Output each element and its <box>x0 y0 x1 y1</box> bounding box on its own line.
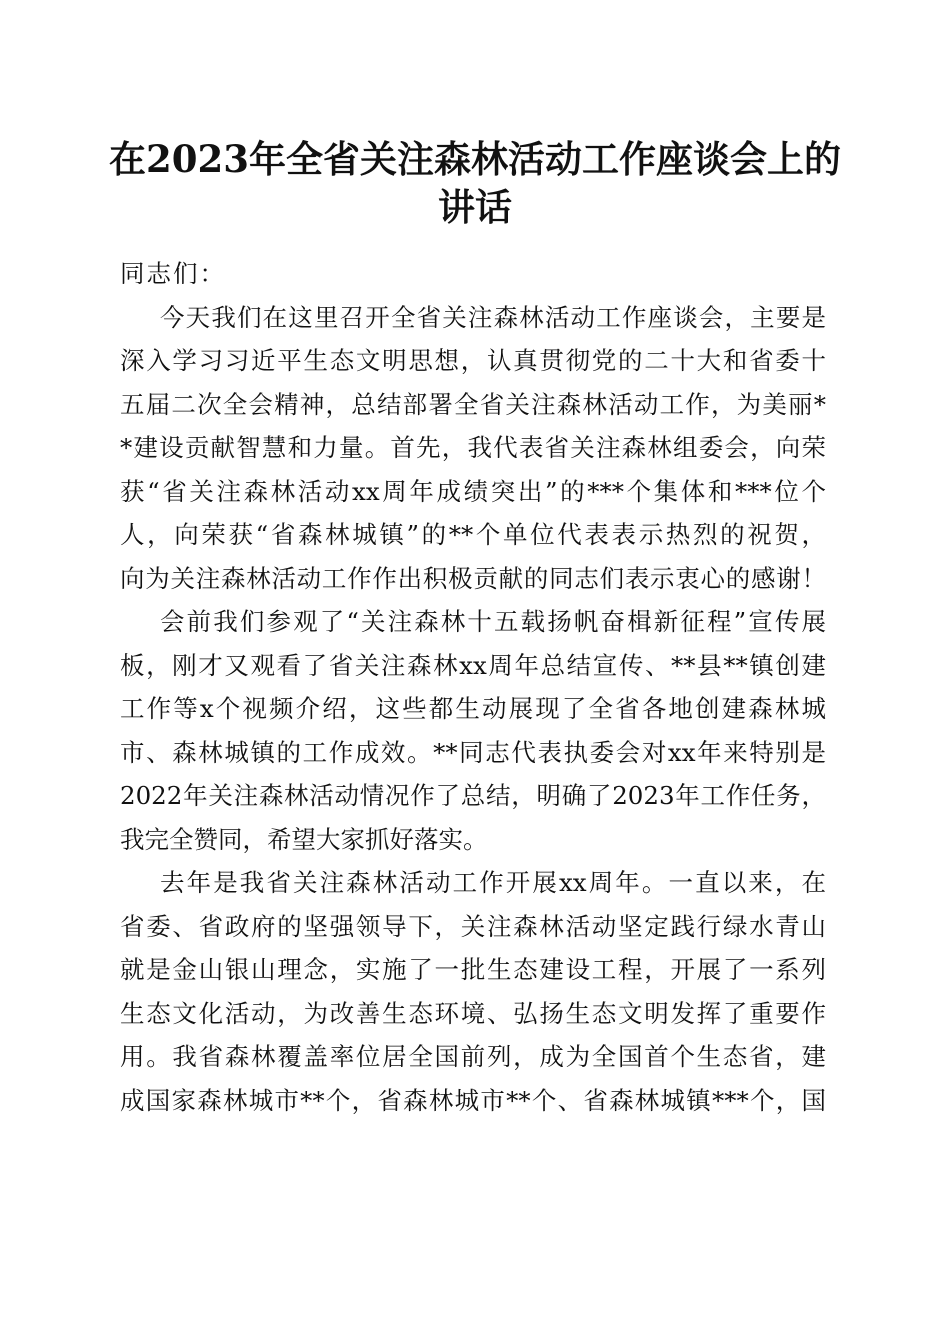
title-line-2: 讲话 <box>438 185 512 229</box>
paragraph-line: 五届二次全会精神，总结部署全省关注森林活动工作，为美丽* <box>120 389 826 419</box>
paragraph-line: 获“省关注森林活动xx周年成绩突出”的***个集体和***位个 <box>120 476 826 506</box>
paragraph-1 <box>120 296 826 601</box>
paragraph-3 <box>120 861 826 1122</box>
paragraph-line: 板，刚才又观看了省关注森林xx周年总结宣传、**县**镇创建 <box>120 650 826 680</box>
paragraph-line: 今天我们在这里召开全省关注森林活动工作座谈会，主要是 <box>160 302 826 332</box>
paragraph-line: 深入学习习近平生态文明思想，认真贯彻党的二十大和省委十 <box>120 346 826 375</box>
paragraph-line: 生态文化活动，为改善生态环境、弘扬生态文明发挥了重要作 <box>120 998 826 1028</box>
paragraph-line: 去年是我省关注森林活动工作开展xx周年。一直以来，在 <box>160 868 826 897</box>
salutation: 同志们： <box>120 259 226 288</box>
paragraph-line: 工作等x个视频介绍，这些都生动展现了全省各地创建森林城 <box>120 694 826 723</box>
document-body <box>120 252 826 1122</box>
title-line-1: 在2023年全省关注森林活动工作座谈会上的 <box>109 137 841 181</box>
paragraph-line: 用。我省森林覆盖率位居全国前列，成为全国首个生态省，建 <box>120 1042 826 1071</box>
paragraph-line: 2022年关注森林活动情况作了总结，明确了2023年工作任务， <box>120 781 826 810</box>
paragraph-line: 人，向荣获“省森林城镇”的**个单位代表表示热烈的祝贺， <box>120 520 826 549</box>
paragraph-2 <box>120 600 826 861</box>
paragraph-line: 向为关注森林活动工作作出积极贡献的同志们表示衷心的感谢！ <box>120 563 826 593</box>
paragraph-line: 市、森林城镇的工作成效。**同志代表执委会对xx年来特别是 <box>120 737 826 767</box>
paragraph-line: 就是金山银山理念，实施了一批生态建设工程，开展了一系列 <box>120 955 826 984</box>
paragraph-line: 成国家森林城市**个，省森林城市**个、省森林城镇***个，国 <box>120 1085 826 1115</box>
paragraph-line: 会前我们参观了“关注森林十五载扬帆奋楫新征程”宣传展 <box>160 607 826 636</box>
paragraph-line: *建设贡献智慧和力量。首先，我代表省关注森林组委会，向荣 <box>120 433 826 462</box>
paragraph-line: 我完全赞同，希望大家抓好落实。 <box>120 824 488 854</box>
document-title <box>100 135 850 231</box>
paragraph-line: 省委、省政府的坚强领导下，关注森林活动坚定践行绿水青山 <box>120 911 826 941</box>
